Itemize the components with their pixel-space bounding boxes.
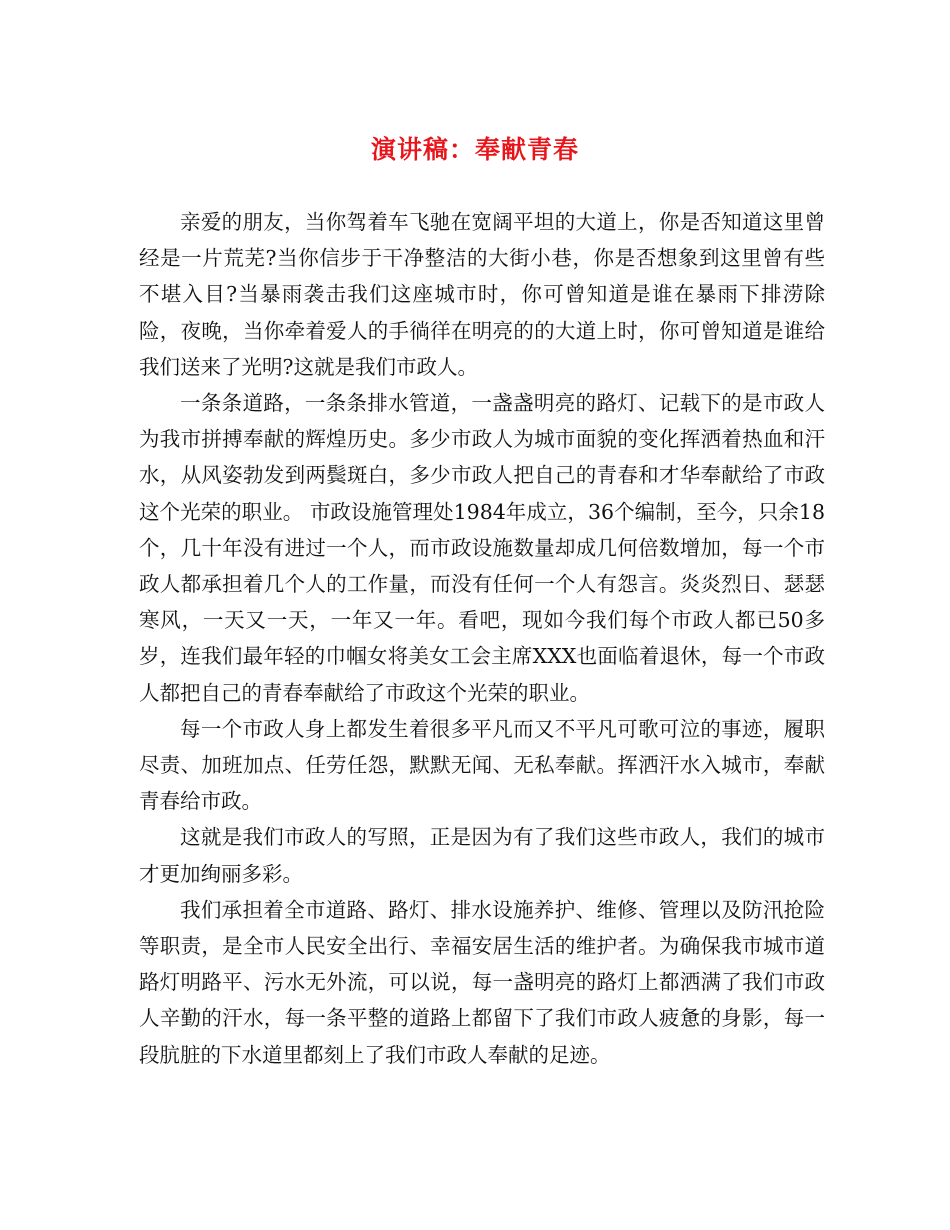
paragraph-3: 每一个市政人身上都发生着很多平凡而又不平凡可歌可泣的事迹，履职尽责、加班加点、任劳任怨，默默无闻、无私奉献。挥洒汗水入城市，奉献青春给市政。 — [139, 716, 825, 814]
paragraph-1: 亲爱的朋友，当你驾着车飞驰在宽阔平坦的大道上，你是否知道这里曾经是一片荒芜?当你信步于干净整洁的大街小巷，你是否想象到这里曾有些不堪入目?当暴雨袭击我们这座城市时，你可曾知道是谁在暴雨下排涝除险，夜晚，当你牵着爱人的手徜徉在明亮的的大道上时，你可曾知道是谁给我们送来了光明?这就是我们市政人。 — [139, 210, 825, 379]
document-body — [139, 204, 825, 1073]
paragraph-4: 这就是我们市政人的写照，正是因为有了我们这些市政人，我们的城市才更加绚丽多彩。 — [139, 825, 825, 886]
paragraph-2: 一条条道路，一条条排水管道，一盏盏明亮的路灯、记载下的是市政人为我市拼搏奉献的辉煌历史。多少市政人为城市面貌的变化挥洒着热血和汗水，从风姿勃发到两鬓斑白，多少市政人把自己的青春和才华奉献给了市政这个光荣的职业。 市政设施管理处1984年成立，36个编制，至今，只余18个，几十年没有进过一个人，而市政设施数量却成几何倍数增加，每一个市政人都承担着几个人的工作量，而没有任何一个人有怨言。炎炎烈日、瑟瑟寒风，一天又一天，一年又一年。看吧，现如今我们每个市政人都已50多岁，连我们最年轻的巾帼女将美女工会主席XXX也面临着退休，每一个市政人都把自己的青春奉献给了市政这个光荣的职业。 — [139, 391, 825, 705]
paragraph-5: 我们承担着全市道路、路灯、排水设施养护、维修、管理以及防汛抢险等职责，是全市人民安全出行、幸福安居生活的维护者。为确保我市城市道路灯明路平、污水无外流，可以说，每一盏明亮的路灯上都洒满了我们市政人辛勤的汗水，每一条平整的道路上都留下了我们市政人疲惫的身影，每一段肮脏的下水道里都刻上了我们市政人奉献的足迹。 — [139, 897, 825, 1067]
document-title: 演讲稿：奉献青春 — [370, 135, 579, 164]
